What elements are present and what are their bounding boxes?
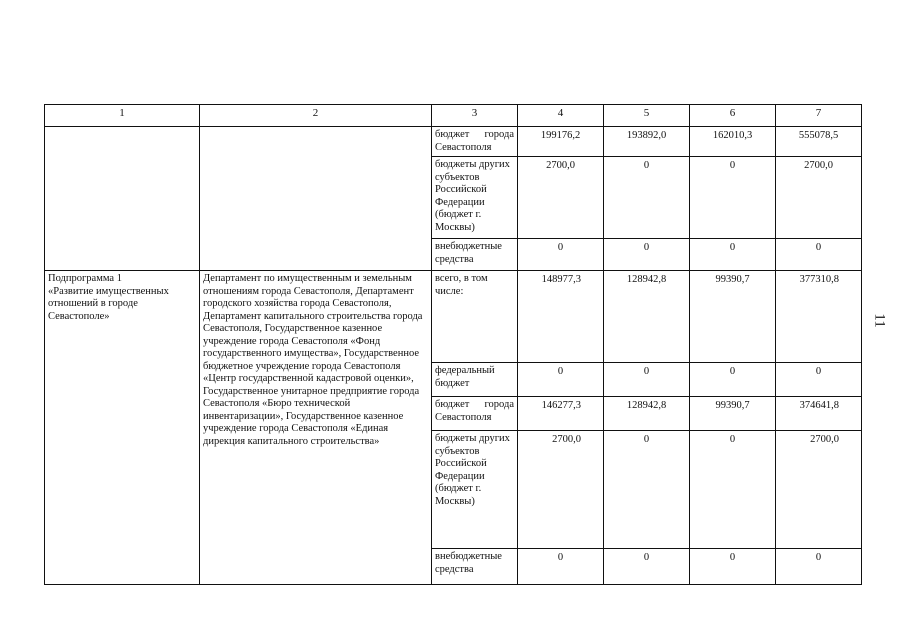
header-cell: 5 [604, 105, 690, 127]
value-cell: 0 [690, 157, 776, 239]
value-cell: 2700,0 [518, 431, 604, 549]
executors-cell: Департамент по имущественным и земельным отношениям города Севастополя, Департамент городского хозяйства города Севастополя, Департамент капитального строительства города Севастополя, Государственное казенное учреждение города Севастополя «Фонд государственного имущества», Государственное бюджетное учреждение города Севастополя «Центр государственной кадастровой оценки», Государственное унитарное предприятие города Севастополя «Бюро технической инвентаризации», Государственное казенное учреждение города Севастополя «Единая дирекция капитального строительства» [200, 271, 432, 585]
header-row [45, 105, 862, 127]
funding-source: бюджет города Севастополя [432, 127, 518, 157]
subprogram-title: Подпрограмма 1 [48, 273, 122, 284]
funding-source: всего, в том числе: [432, 271, 518, 363]
value-cell: 193892,0 [604, 127, 690, 157]
value-cell: 0 [690, 363, 776, 397]
value-cell: 0 [776, 363, 862, 397]
value-cell: 0 [690, 239, 776, 271]
executors-cell [200, 127, 432, 271]
program-name-cell [45, 127, 200, 271]
value-cell: 162010,3 [690, 127, 776, 157]
value-cell: 374641,8 [776, 397, 862, 431]
header-cell: 1 [45, 105, 200, 127]
value-cell: 0 [518, 549, 604, 585]
value-cell: 0 [604, 549, 690, 585]
page-number: 11 [871, 313, 888, 328]
value-cell: 99390,7 [690, 397, 776, 431]
funding-source: бюджеты других субъектов Российской Федерации (бюджет г. Москвы) [432, 157, 518, 239]
value-cell: 148977,3 [518, 271, 604, 363]
header-cell: 3 [432, 105, 518, 127]
funding-source: бюджеты других субъектов Российской Федерации (бюджет г. Москвы) [432, 431, 518, 549]
table-row [45, 127, 862, 157]
funding-source: федеральный бюджет [432, 363, 518, 397]
value-cell: 0 [604, 239, 690, 271]
value-cell: 99390,7 [690, 271, 776, 363]
value-cell: 2700,0 [776, 157, 862, 239]
header-cell: 6 [690, 105, 776, 127]
value-cell: 2700,0 [518, 157, 604, 239]
funding-source: внебюджетные средства [432, 239, 518, 271]
value-cell: 146277,3 [518, 397, 604, 431]
value-cell: 0 [690, 549, 776, 585]
value-cell: 0 [604, 363, 690, 397]
value-cell: 128942,8 [604, 271, 690, 363]
funding-source: внебюджетные средства [432, 549, 518, 585]
subprogram-subtitle: «Развитие имущественных отношений в городе Севастополе» [48, 285, 169, 322]
value-cell: 0 [518, 239, 604, 271]
header-cell: 4 [518, 105, 604, 127]
value-cell: 128942,8 [604, 397, 690, 431]
value-cell: 555078,5 [776, 127, 862, 157]
header-cell: 2 [200, 105, 432, 127]
budget-table [44, 104, 862, 585]
table-row [45, 271, 862, 363]
value-cell: 0 [690, 431, 776, 549]
value-cell: 0 [604, 431, 690, 549]
value-cell: 0 [604, 157, 690, 239]
value-cell: 0 [776, 549, 862, 585]
value-cell: 377310,8 [776, 271, 862, 363]
value-cell: 2700,0 [776, 431, 862, 549]
funding-source: бюджет города Севастополя [432, 397, 518, 431]
header-cell: 7 [776, 105, 862, 127]
subprogram-name-cell [45, 271, 200, 585]
value-cell: 199176,2 [518, 127, 604, 157]
value-cell: 0 [518, 363, 604, 397]
value-cell: 0 [776, 239, 862, 271]
